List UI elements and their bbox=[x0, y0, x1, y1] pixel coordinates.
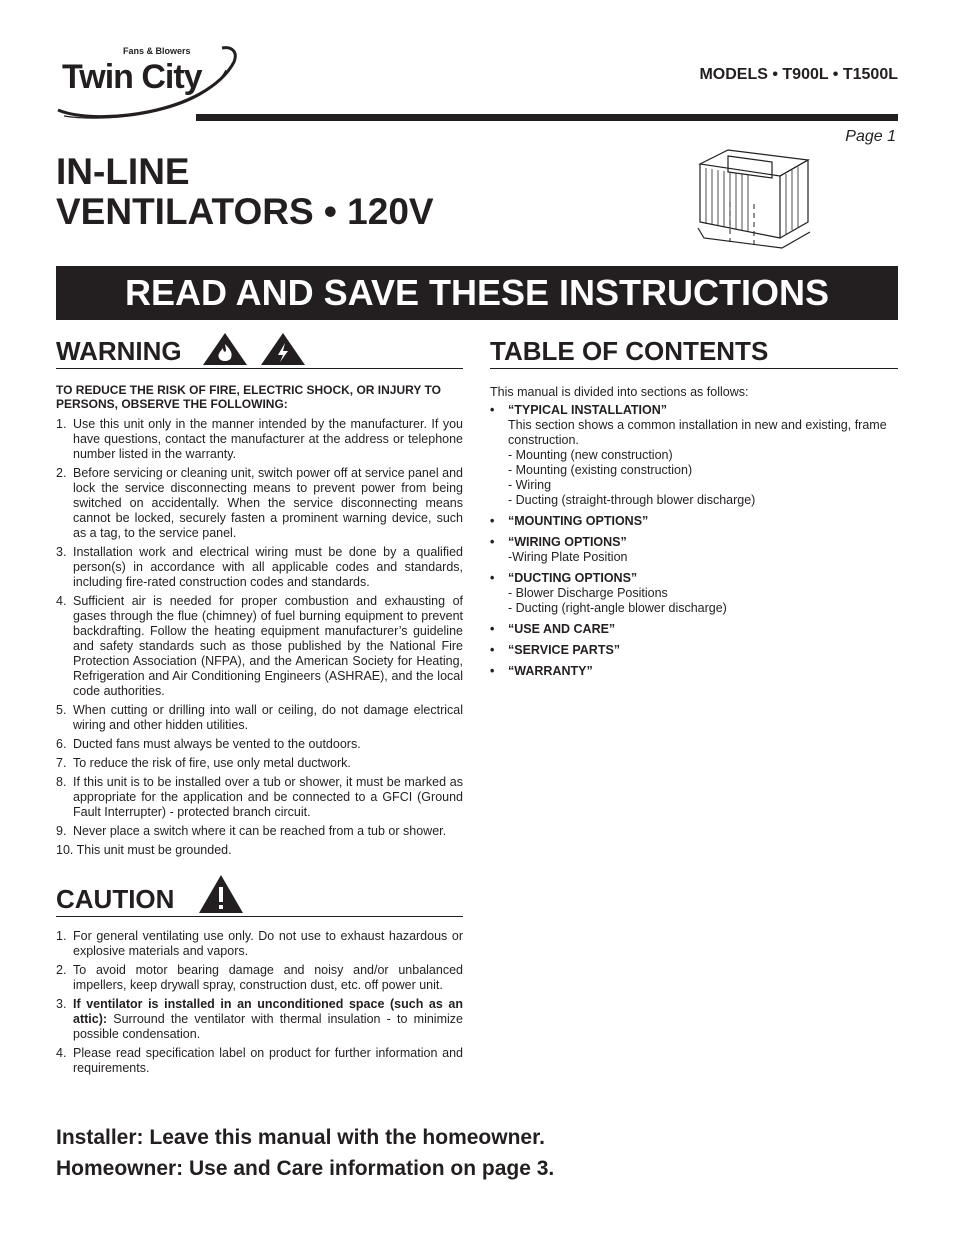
caution-heading bbox=[56, 872, 463, 917]
footer-note bbox=[56, 1122, 554, 1184]
toc-item: • “DUCTING OPTIONS” - Blower Discharge Positions - Ducting (right-angle blower discharge) bbox=[490, 571, 727, 615]
warning-heading bbox=[56, 334, 463, 369]
title-line-2: VENTILATORS • 120V bbox=[56, 191, 434, 232]
caution-item: 3. If ventilator is installed in an unconditioned space (such as an attic): Surround the ventilator with thermal insulation - to minimize possible condensation. bbox=[56, 997, 463, 1041]
footer-line-homeowner: Homeowner: Use and Care information on page 3. bbox=[56, 1157, 555, 1180]
warning-item: 2. Before servicing or cleaning unit, switch power off at service panel and lock the service disconnecting means to prevent power from being switched on accidentally. When the service disconnecting means cannot be locked, securely fasten a prominent warning device, such as a tag, to the service panel. bbox=[56, 466, 463, 540]
header-rule bbox=[196, 114, 898, 121]
caution-item: 2. To avoid motor bearing damage and noisy and/or unbalanced impellers, keep drywall spray, construction dust, etc. off power unit. bbox=[56, 963, 463, 992]
caution-item: 1. For general ventilating use only. Do not use to exhaust hazardous or explosive materials and vapors. bbox=[56, 929, 463, 958]
warning-item: 3. Installation work and electrical wiring must be done by a qualified person(s) in accordance with all applicable codes and standards, including fire-rated construction codes and standards. bbox=[56, 545, 463, 589]
warning-item: 7. To reduce the risk of fire, use only metal ductwork. bbox=[56, 756, 351, 770]
warning-column bbox=[56, 334, 463, 1080]
fire-hazard-icon bbox=[202, 332, 248, 366]
toc-item: • “WIRING OPTIONS” -Wiring Plate Position bbox=[490, 535, 628, 564]
warning-list bbox=[56, 417, 463, 858]
toc-item: • “USE AND CARE” bbox=[490, 622, 616, 636]
warning-item: 1. Use this unit only in the manner intended by the manufacturer. If you have questions, contact the manufacturer at the address or telephone number listed in the warranty. bbox=[56, 417, 463, 461]
warning-item: 8. If this unit is to be installed over a tub or shower, it must be marked as appropriate for the application and be connected to a GFCI (Ground Fault Interrupter) - protected branch circuit. bbox=[56, 775, 463, 819]
warning-item: 10. This unit must be grounded. bbox=[56, 843, 232, 857]
brand-logo bbox=[56, 44, 241, 122]
toc-heading bbox=[490, 334, 898, 369]
caution-item-3-emphasis: If ventilator is installed in an unconditioned space (such as an attic): bbox=[73, 997, 463, 1026]
toc-item: • “TYPICAL INSTALLATION” This section shows a common installation in new and existing, frame construction. - Mounting (new construction) - Mounting (existing construction) - Wiring - Ducting (straight-through blower discharge) bbox=[490, 403, 887, 507]
ventilator-illustration bbox=[690, 142, 815, 252]
toc-column bbox=[490, 334, 898, 685]
toc-list bbox=[490, 403, 898, 679]
title-line-1: IN-LINE bbox=[56, 151, 190, 192]
warning-lead: TO REDUCE THE RISK OF FIRE, ELECTRIC SHOCK, OR INJURY TO PERSONS, OBSERVE THE FOLLOWING: bbox=[56, 383, 441, 411]
toc-intro: This manual is divided into sections as follows: bbox=[490, 385, 749, 399]
toc-title: TABLE OF CONTENTS bbox=[490, 336, 769, 366]
footer-line-installer: Installer: Leave this manual with the homeowner. bbox=[56, 1126, 545, 1149]
caution-title: CAUTION bbox=[56, 884, 175, 914]
document-title bbox=[56, 152, 434, 232]
caution-item: 4. Please read specification label on product for further information and requirements. bbox=[56, 1046, 463, 1075]
logo-tagline: Fans & Blowers bbox=[123, 46, 191, 56]
warning-title: WARNING bbox=[56, 336, 182, 366]
page-number: Page 1 bbox=[845, 128, 896, 145]
read-save-banner: READ AND SAVE THESE INSTRUCTIONS bbox=[56, 266, 898, 320]
warning-item: 9. Never place a switch where it can be reached from a tub or shower. bbox=[56, 824, 447, 838]
toc-item: • “SERVICE PARTS” bbox=[490, 643, 621, 657]
caution-list bbox=[56, 929, 463, 1076]
warning-item: 6. Ducted fans must always be vented to the outdoors. bbox=[56, 737, 361, 751]
caution-icon bbox=[198, 874, 244, 914]
logo-name: Twin City bbox=[62, 58, 202, 96]
models-label: MODELS • T900L • T1500L bbox=[699, 66, 898, 83]
warning-item: 5. When cutting or drilling into wall or ceiling, do not damage electrical wiring and other hidden utilities. bbox=[56, 703, 463, 732]
warning-item: 4. Sufficient air is needed for proper combustion and exhausting of gases through the flue (chimney) of fuel burning equipment to prevent backdrafting. Follow the heating equipment manufacturer’s guideline and safety standards such as those published by the National Fire Protection Association (NFPA), and the American Society for Heating, Refrigeration and Air Conditioning Engineers (ASHRAE), and the local code authorities. bbox=[56, 594, 463, 698]
electric-hazard-icon bbox=[260, 332, 306, 366]
toc-item: • “WARRANTY” bbox=[490, 664, 593, 678]
toc-item: • “MOUNTING OPTIONS” bbox=[490, 514, 649, 528]
